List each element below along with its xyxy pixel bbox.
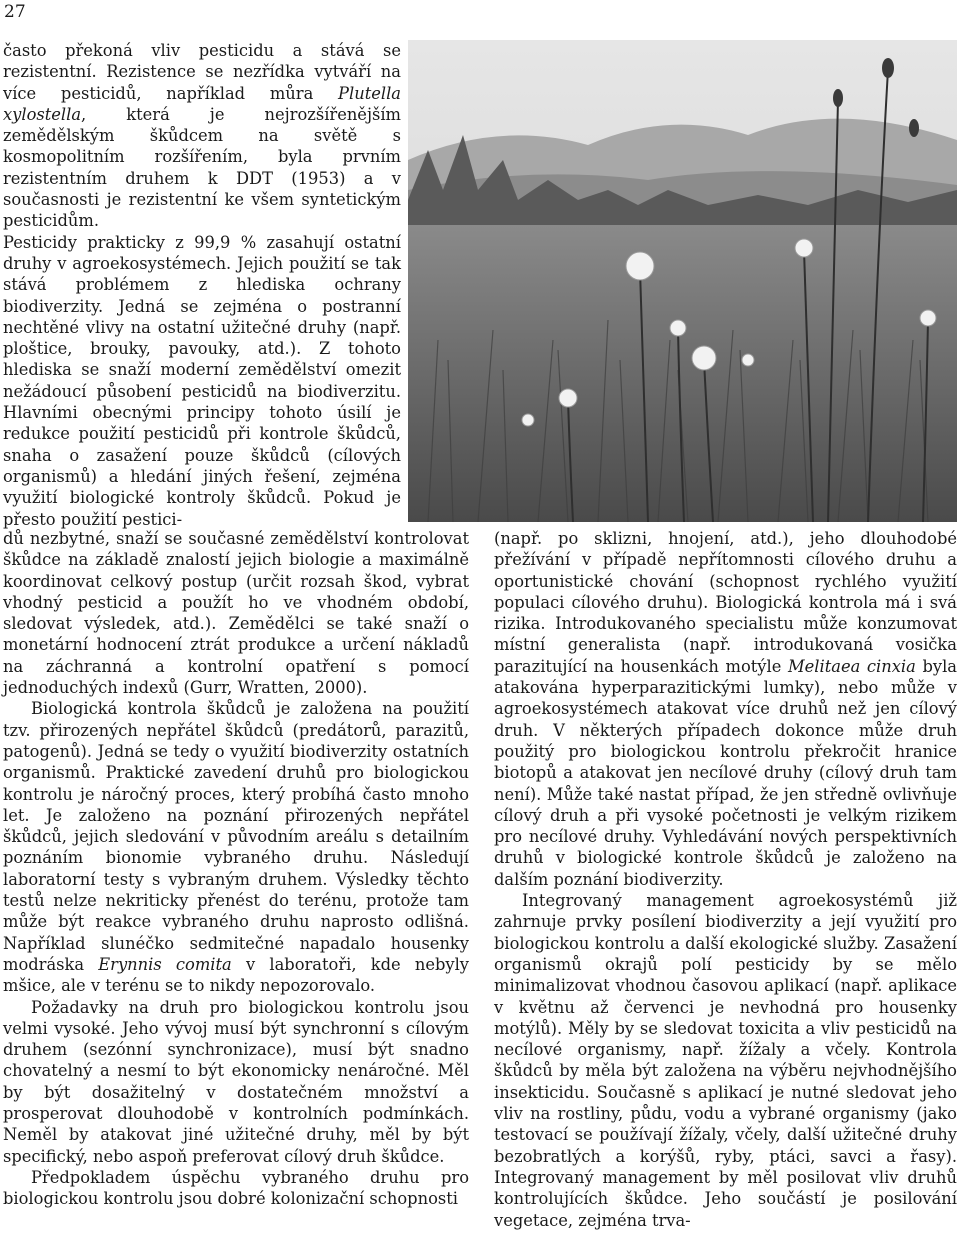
text-run: dů nezbytné, snaží se současné zemědělství kontrolovat škůdce na základě znalostí jejich biologie a maximálně koordinovat celkový postup (určit rozsah škod, vybrat vhodný pesticid a použít ho ve vhodném období, sledovat výsledek, atd.). Zemědělci se také snaží o monetární hodnocení ztrát produkce a určení nákladů na záchranná a kontrolní opatření s pomocí jednoduchých indexů (Gurr, Wratten, 2000). [3, 529, 469, 698]
text-run: , která je nejrozšířenějším zemědělským škůdcem na světě s kosmopolitním rozšířením, byla prvním rezistentním druhem k DDT (1953) a v současnosti je rezistentní ke všem syntetickým pesticidům. [3, 104, 401, 231]
text-run: Pesticidy prakticky z 99,9 % zasahují ostatní druhy v agroekosystémech. Jejich použití se tak stává problémem z hlediska ochrany biodiverzity. Jedná se zejména o postranní nechtěné vlivy na ostatní užitečné druhy (např. ploštice, brouky, pavouky, atd.). Z tohoto hlediska se snaží moderní zemědělství omezit nežádoucí působení pesticidů na biodiverzitu. Hlavními obecnými principy tohoto úsilí je redukce použití pesticidů při kontrole škůdců, snaha o zasažení pouze škůdců (cílových organismů) a hledání jiných řešení, zejména využití biologické kontroly škůdců. Pokud je přesto použití pestici- [3, 232, 401, 529]
paragraph [3, 528, 469, 698]
paragraph [3, 232, 401, 530]
text-run: Předpokladem úspěchu vybraného druhu pro biologickou kontrolu jsou dobré kolonizační schopnosti [3, 1167, 469, 1209]
paragraph [3, 698, 469, 996]
left-column-top [3, 40, 401, 530]
text-run: v laboratoři, kde nebyly mšice, ale v terénu se to nikdy nepozorovalo. [3, 954, 469, 996]
left-column-bottom [3, 528, 469, 1210]
text-run: často překoná vliv pesticidu a stává se rezistentní. Rezistence se nezřídka vytváří na více pesticidů, například můra [3, 41, 401, 103]
species-name: Melitaea cinxia [787, 656, 916, 676]
species-name: Plutella xylostella [3, 83, 401, 124]
paragraph [3, 1167, 469, 1210]
text-run: Biologická kontrola škůdců je založena na použití tzv. přirozených nepřátel škůdců (predátorů, parazitů, patogenů). Jedná se tedy o využití biodiverzity ostatních organismů. Praktické zavedení druhů pro biologickou kontrolu je náročný proces, který probíhá často mnoho let. Je založeno na poznání přirozených nepřátel škůdců, jejich sledování v původním areálu s detailním poznáním bionomie vybraného druhu. Následují laboratorní testy s vybraným druhem. Výsledky těchto testů nelze nekriticky přenést do terénu, protože tam může být reakce vybraného druhu naprosto odlišná. Například slunéčko sedmitečné napadalo housenky modráska [3, 699, 469, 974]
text-run: (např. po sklizni, hnojení, atd.), jeho dlouhodobé přežívání v případě nepřítomnosti cílového druhu a oportunistické chování (schopnost rychlého využití populaci cílového druhu). Biologická kontrola má i svá rizika. Introdukovaného specialistu může konzumovat místní generalista (např. introdukovaná vosička parazitující na housenkách motýle [494, 529, 957, 676]
paragraph [3, 40, 401, 232]
text-run: Požadavky na druh pro biologickou kontrolu jsou velmi vysoké. Jeho vývoj musí být synchronní s cílovým druhem (sezónní synchronizace), musí být snadno chovatelný a nesmí to být ekonomicky nenáročné. Měl by být dosažitelný v dostatečném množství a prosperovat dlouhodobě v kontrolních podmínkách. Neměl by atakovat jiné užitečné druhy, měl by být specifický, nebo aspoň preferovat cílový druh škůdce. [3, 997, 469, 1166]
paragraph [494, 528, 957, 890]
paragraph [494, 890, 957, 1231]
meadow-flowers-image [408, 40, 957, 522]
species-name: Erynnis comita [98, 954, 232, 974]
page-number: 27 [4, 2, 26, 22]
paragraph [3, 997, 469, 1167]
right-column [494, 528, 957, 1231]
text-run: byla atakována hyperparazitickými lumky), nebo může v agroekosystémech atakovat více druhů než jen cílový druh. V některých případech dokonce může druh použitý pro biologickou kontrolu překročit hranice biotopů a atakovat jen necílové druhy (cílový druh tam není). Může také nastat případ, že jen středně ovlivňuje cílový druh a při vysoké početnosti je velkým rizikem pro necílové druhy. Vyhledávání nových perspektivních druhů v biologické kontrole škůdců je založeno na dalším poznání biodiverzity. [494, 656, 957, 889]
meadow-photo [408, 40, 957, 522]
text-run: Integrovaný management agroekosystémů již zahrnuje prvky posílení biodiverzity a její využití pro biologickou kontrolu a další ekologické služby. Zasažení organismů okrajů polí pesticidy by se mělo minimalizovat vhodnou časovou aplikací (např. aplikace v květnu až červenci je nevhodná pro housenky motýlů). Měly by se sledovat toxicita a vliv pesticidů na necílové organismy, např. žížaly a včely. Kontrola škůdců by měla být založena na výběru nejvhodnějšího insekticidu. Současně s aplikací je nutné sledovat jeho vliv na rostliny, půdu, vodu a vybrané organismy (jako testovací se používají žížaly, včely, další užitečné druhy bezobratlých a korýšů, ryby, ptáci, savci a řasy). Integrovaný management by měl posilovat vliv druhů kontrolujících škůdce. Jeho součástí je posilování vegetace, zejména trva- [494, 891, 957, 1230]
